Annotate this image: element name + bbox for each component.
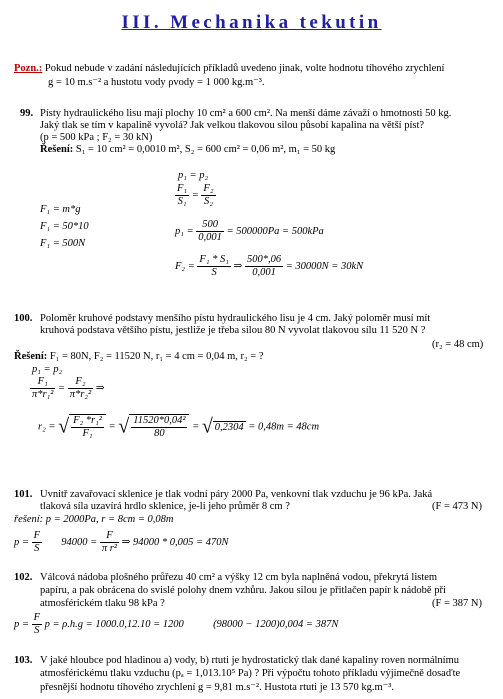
- p100-eq-p: p₁ = p₂: [32, 364, 63, 375]
- problem-102-line2: papíru, a pak obrácena do svislé polohy dnem vzhůru. Jakou silou je přitlačen papír k nádobě při: [40, 585, 446, 596]
- problem-100-number: 100.: [14, 313, 33, 324]
- problem-101-solution: řešení: p = 2000Pa, r = 8cm = 0,08m: [14, 514, 174, 525]
- p99-eq-force: F₂ = $\frac{\text{F₁ * S₁}}{S}$ ⇒ $\frac{500*,06}{0,001}$ = 30000N = 30kN: [175, 254, 364, 278]
- problem-101-number: 101.: [14, 489, 33, 500]
- note-label: Pozn.:: [14, 63, 43, 74]
- p101-eq: p = $\frac{F}{S}$ 94000 = $\frac{F}{\text{π r²}}$ ⇒ 94000 * 0,005 = 470N: [14, 530, 229, 554]
- problem-99-answer: (p = 500 kPa ; F₂ = 30 kN): [40, 132, 153, 143]
- problem-103-line1: V jaké hloubce pod hladinou a) vody, b) rtuti je hydrostatický tlak dané kapaliny roven normálnímu: [40, 655, 460, 666]
- page-title: III. Mechanika tekutin: [121, 12, 382, 33]
- problem-102-line3: atmosférickém tlaku 98 kPa ?: [40, 598, 165, 609]
- note-line1: Pokud nebude v zadání následujících příkladů uvedeno jinak, volte hodnotu tíhového zrychlení: [44, 63, 445, 74]
- problem-100-solution: Řešení: F₁ = 80N, F₂ = 11520 N, r₁ = 4 cm = 0,04 m, r₂ = ?: [14, 351, 264, 362]
- problem-100-answer: (r₂ = 48 cm): [432, 339, 484, 350]
- problem-103-line3: přesnější hodnotu tíhového zrychlení g = 9,81 m.s⁻². Hustota rtuti je 13 570 kg.m⁻³.: [40, 682, 395, 693]
- p100-eq-ratio: $\frac{\text{F₁}}{\text{π*r₁²}}$ = $\frac{\text{F₂}}{\text{π*r₂²}}$ ⇒: [32, 376, 105, 400]
- problem-101-answer: (F = 473 N): [432, 501, 482, 512]
- problem-101-line2: tlaková síla uzavírá hrdlo sklenice, je-li jeho průměr 8 cm ?: [40, 501, 290, 512]
- p99-eq-p: p₁ = p₂: [178, 170, 209, 181]
- problem-103-number: 103.: [14, 655, 33, 666]
- note-block: [14, 63, 444, 74]
- problem-99-solution: [40, 144, 335, 155]
- problem-100-line1: Poloměr kruhové podstavy menšího pístu hydraulického lisu je 4 cm. Jaký poloměr musí mít: [40, 313, 431, 324]
- problem-102-answer: (F = 387 N): [432, 598, 482, 609]
- problem-99-number: 99.: [20, 108, 34, 119]
- p100-eq-radius: r₂ = √ $\frac{\text{F₂ *r₁²}}{\text{F₁}}$ = √ $\frac{\text{11520*0,04²}}{80}$ = √ 0,2304 = 0,48m = 48cm: [38, 415, 320, 439]
- note-line2: g = 10 m.s⁻² a hustotu vody ρvody = 1 000 kg.m⁻³.: [48, 77, 265, 88]
- problem-103-line2: atmosférickému tlaku vzduchu (pₐ = 1,013.10⁵ Pa) ? Při výpočtu tohoto příkladu výjimečně dosaďte: [40, 668, 461, 679]
- problem-99-line1: Písty hydraulického lisu mají plochy 10 cm² a 600 cm². Na menší dáme závaží o hmotnosti 50 kg.: [40, 108, 452, 119]
- p99-left-2: F₁ = 50*10: [40, 221, 89, 232]
- p102-eq: p = $\frac{F}{S}$ p = ρ.h.g = 1000.0,12.10 = 1200 (98000 − 1200)0,004 = 387N: [14, 612, 339, 636]
- problem-102-line1: Válcová nádoba plošného průřezu 40 cm² a výšky 12 cm byla naplněná vodou, překrytá listem: [40, 572, 438, 583]
- solution-label: Řešení:: [40, 144, 74, 155]
- problem-99-line2: Jaký tlak se tím v kapalině vyvolá? Jak velkou tlakovou silou působí kapalina na větší píst?: [40, 120, 425, 131]
- p99-left-3: F₁ = 500N: [40, 238, 86, 249]
- solution-text: S₁ = 10 cm² = 0,0010 m², S₂ = 600 cm² = 0,06 m², m₁ = 50 kg: [75, 144, 336, 155]
- problem-100-line2: kruhová podstava většího pístu, jestliže je třeba silou 80 N vyvolat tlakovou sílu 11 520 N ?: [40, 325, 426, 336]
- p99-eq-pressure: p₁ = $\frac{500}{0,001}$ = 500000Pa = 500kPa: [175, 219, 324, 243]
- problem-102-number: 102.: [14, 572, 33, 583]
- p99-left-1: F₁ = m*g: [40, 204, 81, 215]
- p99-eq-ratio: $\frac{\text{F₁}}{\text{S₁}}$ = $\frac{\text{F₂}}{\text{S₂}}$: [177, 183, 214, 207]
- problem-101-line1: Uvnitř zavařovací sklenice je tlak vodní páry 2000 Pa, venkovní tlak vzduchu je 96 kPa. Jaká: [40, 489, 433, 500]
